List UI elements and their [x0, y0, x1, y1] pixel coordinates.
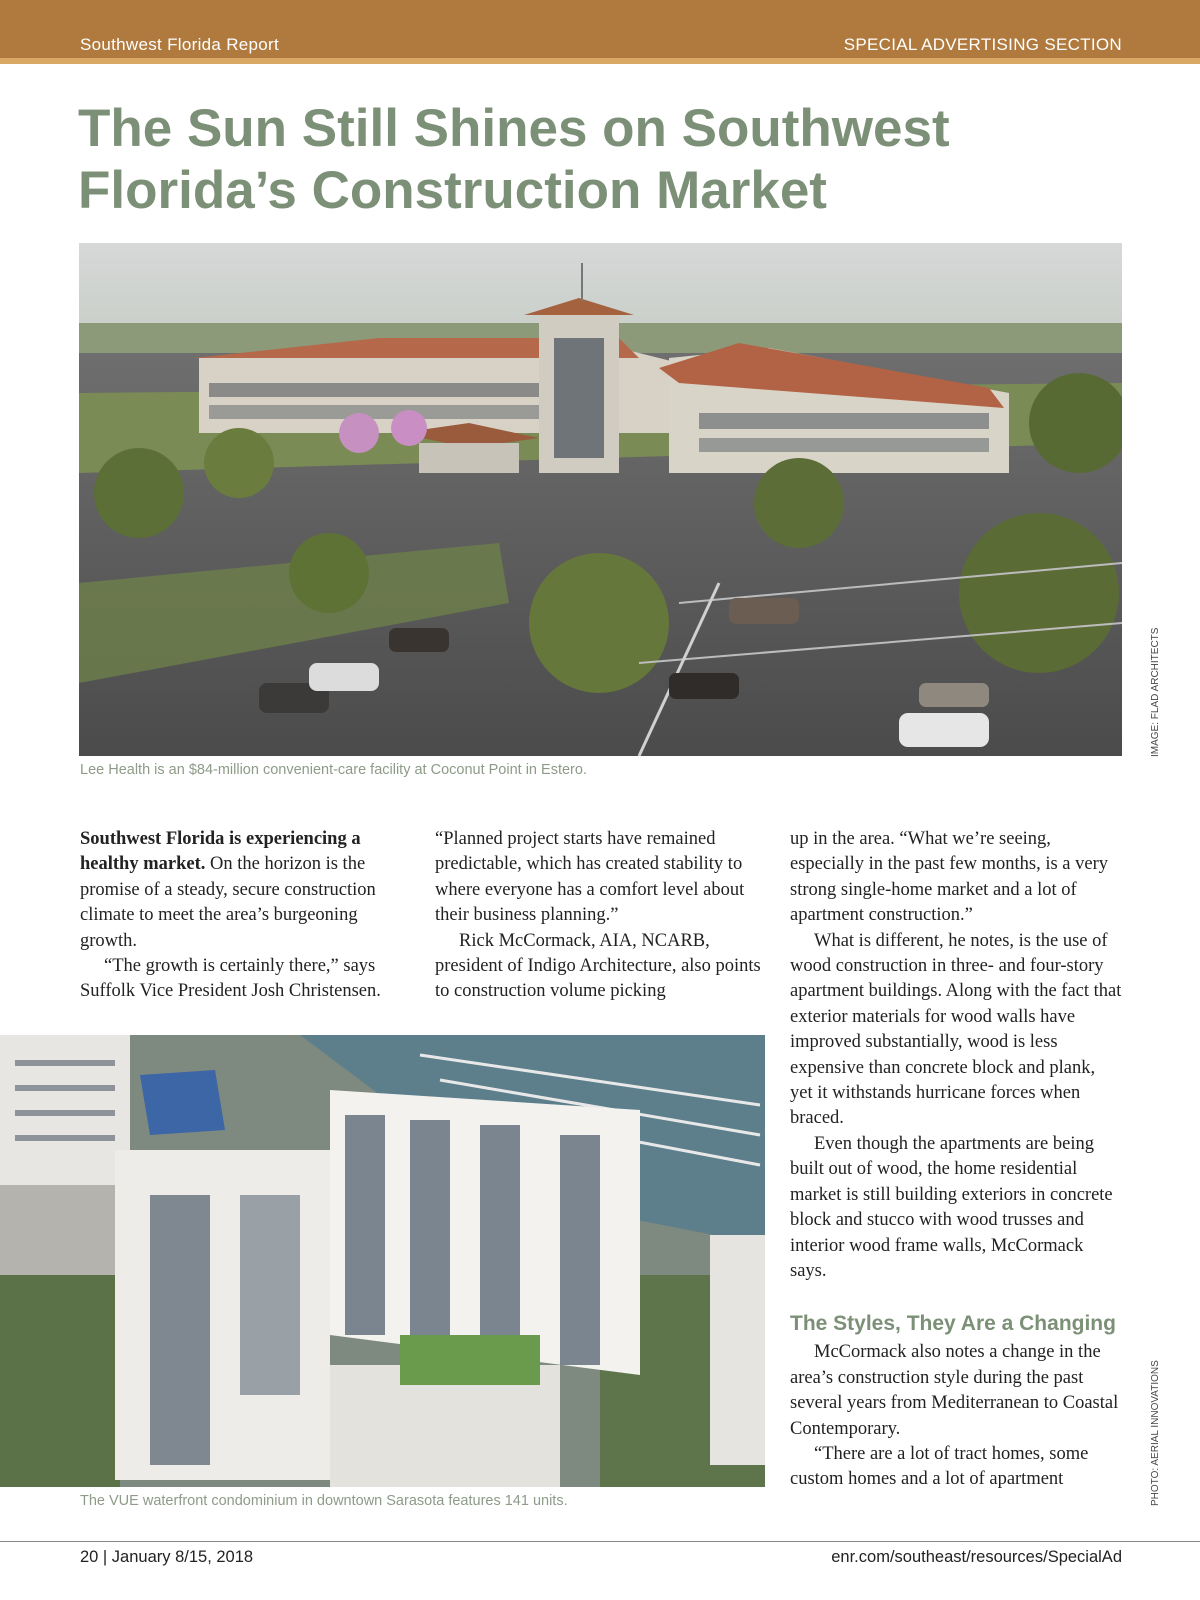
article-column-2 — [435, 827, 767, 1005]
lead-sentence: Southwest Florida is experiencing a healthy market. — [80, 829, 361, 875]
lead-rest: On the horizon is the promise of a steady, secure construction climate to meet the area’s burgeoning growth. — [80, 854, 376, 951]
article-column-1 — [80, 827, 412, 1005]
article-paragraph: Rick McCormack, AIA, NCARB, president of Indigo Architecture, also points to construction volume picking — [435, 930, 761, 1002]
header-bar — [0, 0, 1200, 64]
figure-2-caption: The VUE waterfront condominium in downtown Sarasota features 141 units. — [80, 1493, 568, 1509]
page-title — [78, 98, 1118, 222]
title-line-2: Florida’s Construction Market — [78, 161, 827, 220]
section-name: Southwest Florida Report — [80, 35, 280, 54]
special-section-label: SPECIAL ADVERTISING SECTION — [843, 35, 1122, 54]
article-paragraph: “The growth is certainly there,” says Suffolk Vice President Josh Christensen. — [80, 956, 381, 1002]
section-subhead: The Styles, They Are a Changing — [790, 1312, 1116, 1336]
article-paragraph: Even though the apartments are being built out of wood, the home residential market is still building exteriors in concrete block and stucco with wood trusses and interior wood frame walls, McCormack says. — [790, 1133, 1113, 1281]
article-column-3 — [790, 827, 1122, 1493]
photo-vue-condominium — [0, 1035, 765, 1487]
title-line-1: The Sun Still Shines on Southwest — [78, 99, 950, 158]
article-paragraph — [80, 827, 412, 954]
page-number-and-date: 20 | January 8/15, 2018 — [80, 1548, 254, 1566]
footer-divider — [0, 1541, 1200, 1542]
article-paragraph: “There are a lot of tract homes, some custom homes and a lot of apartment — [790, 1443, 1089, 1490]
hero-image-lee-health — [79, 243, 1122, 756]
article-paragraph: “Planned project starts have remained predictable, which has created stability to where everyone has a comfort level about their business planning.” — [435, 829, 745, 926]
article-paragraph: McCormack also notes a change in the area’s construction style during the past several years from Mediterranean to Coastal Contemporary. — [790, 1342, 1119, 1439]
image-credit-1: IMAGE: FLAD ARCHITECTS — [1150, 627, 1161, 757]
figure-1-caption: Lee Health is an $84-million convenient-care facility at Coconut Point in Estero. — [80, 762, 587, 778]
article-paragraph: up in the area. “What we’re seeing, especially in the past few months, is a very strong single-home market and a lot of apartment construction.” — [790, 829, 1109, 926]
footer-url: enr.com/southeast/resources/SpecialAd — [831, 1548, 1122, 1566]
image-credit-2: PHOTO: AERIAL INNOVATIONS — [1150, 1360, 1161, 1506]
article-paragraph: What is different, he notes, is the use of wood construction in three- and four-story apartment buildings. Along with the fact that exterior materials for wood walls have improved substantially, wood is less expensive than concrete block and plank, yet it withstands hurricane forces when braced. — [790, 930, 1122, 1129]
